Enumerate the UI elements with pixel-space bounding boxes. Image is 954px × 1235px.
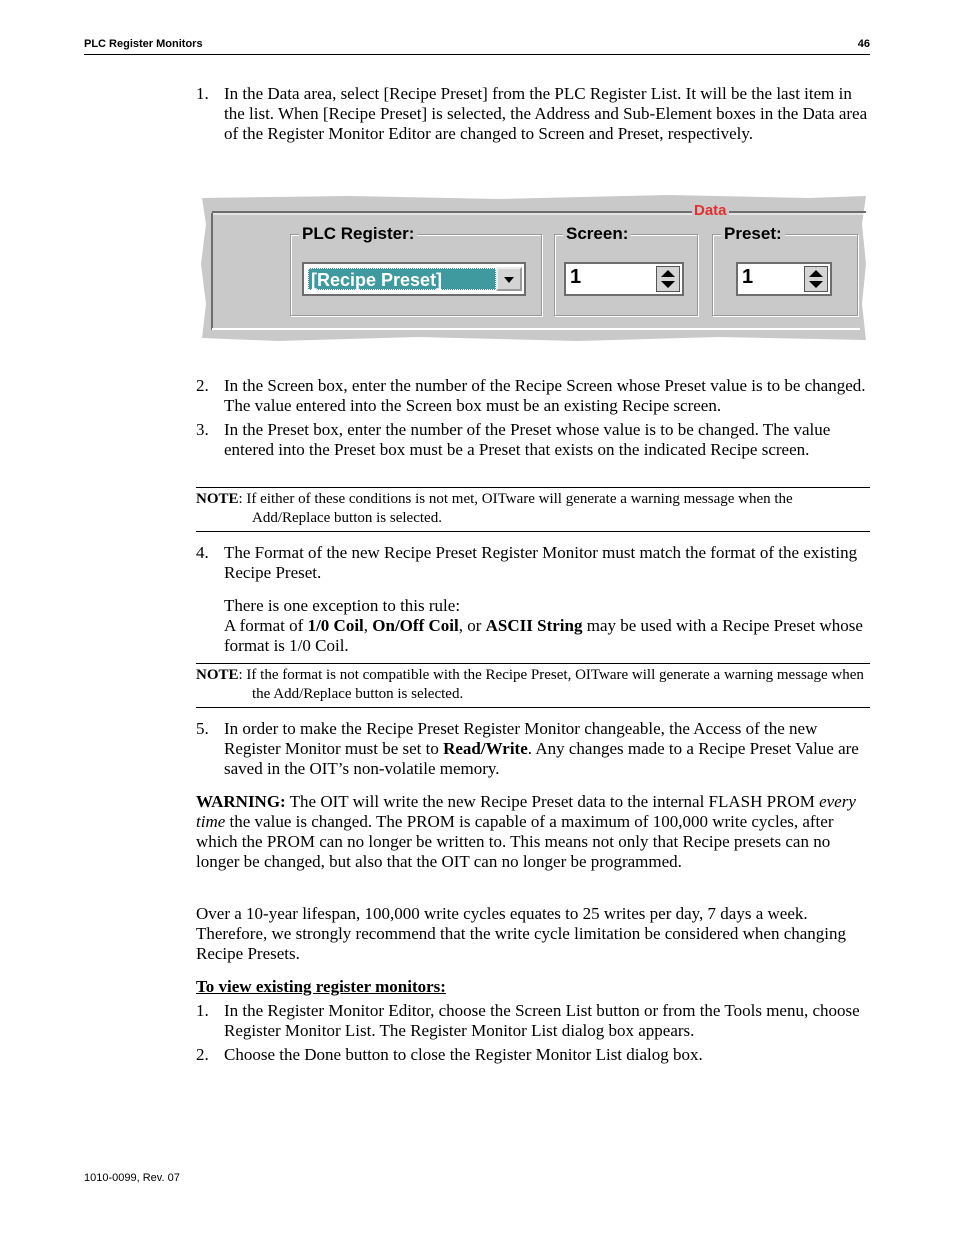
plc-register-dropdown[interactable] xyxy=(302,262,526,296)
header-title: PLC Register Monitors xyxy=(84,38,203,50)
page-footer: 1010-0099, Rev. 07 xyxy=(84,1172,180,1184)
item-text: The Format of the new Recipe Preset Register Monitor must match the format of the existing Recipe Preset. xyxy=(224,543,858,582)
text: the value is changed. The PROM is capable of a maximum of 100,000 write cycles, after which the PROM can no longer be written to. This means not only that Recipe presets can no longer be changed, but also that the OIT can no longer be programmed. xyxy=(196,812,834,871)
screen-spin-button[interactable] xyxy=(656,266,680,292)
item-text: In the Preset box, enter the number of the Preset whose value is to be changed. The value entered into the Preset box must be a Preset that exists on the indicated Recipe screen. xyxy=(224,420,831,459)
lifespan-paragraph: Over a 10-year lifespan, 100,000 write cycles equates to 25 writes per day, 7 days a week. Therefore, we strongly recommend that the write cycle limitation be considered when changing Recipe Presets. xyxy=(196,904,847,963)
item-number: 1. xyxy=(196,1001,209,1020)
item-text: In the Screen box, enter the number of the Recipe Screen whose Preset value is to be changed. The value entered into the Screen box must be an existing Recipe screen. xyxy=(224,376,866,415)
note-text: : If the format is not compatible with the Recipe Preset, OITware will generate a warning message when the Add/Replace button is selected. xyxy=(238,667,864,702)
format-name: 1/0 Coil xyxy=(307,616,364,635)
register-monitor-screenshot xyxy=(198,194,868,342)
plc-register-label: PLC Register: xyxy=(299,224,417,244)
screen-spinner[interactable] xyxy=(564,262,684,296)
emphasis: every time xyxy=(196,792,856,831)
warning-label: WARNING: xyxy=(196,792,286,811)
note-label: NOTE xyxy=(196,667,239,683)
text: , xyxy=(363,616,373,635)
item-number: 4. xyxy=(196,543,209,562)
plc-register-selected: [Recipe Preset] xyxy=(308,268,496,290)
note-text: : If either of these conditions is not met, OITware will generate a warning message when the Add/Replace button is selected. xyxy=(238,491,793,526)
note-label: NOTE xyxy=(196,491,239,507)
item-text xyxy=(224,719,870,779)
text: The OIT will write the new Recipe Preset data to the internal FLASH PROM xyxy=(285,792,820,811)
format-name: ASCII String xyxy=(485,616,583,635)
text: . Any changes made to a Recipe Preset Value are saved in the OIT’s non-volatile memory. xyxy=(224,739,859,778)
text: , or xyxy=(458,616,486,635)
chevron-down-icon xyxy=(498,269,520,289)
item-number: 2. xyxy=(196,376,209,395)
item-number: 1. xyxy=(196,84,209,103)
item-number: 5. xyxy=(196,719,209,738)
exception-intro: There is one exception to this rule: xyxy=(224,596,461,615)
screen-value: 1 xyxy=(570,266,582,288)
preset-value: 1 xyxy=(742,266,754,288)
format-name: On/Off Coil xyxy=(372,616,459,635)
preset-spinner[interactable] xyxy=(736,262,832,296)
warning-paragraph xyxy=(196,792,870,872)
data-group-label: Data xyxy=(694,202,727,219)
page-header xyxy=(84,38,870,55)
item-text: In the Data area, select [Recipe Preset] from the PLC Register List. It will be the last item in the list. When [Recipe Preset] is selected, the Address and Sub-Element boxes in the Data area of the Register Monitor Editor are changed to Screen and Preset, respectively. xyxy=(224,84,868,143)
exception-paragraph xyxy=(224,596,870,656)
text: In order to make the Recipe Preset Register Monitor changeable, the Access of the new Register Monitor must be set to xyxy=(224,719,818,758)
spin-arrows-icon xyxy=(805,267,827,291)
item-text: In the Register Monitor Editor, choose the Screen List button or from the Tools menu, choose Register Monitor List. The Register Monitor List dialog box appears. xyxy=(224,1001,860,1040)
access-value: Read/Write xyxy=(443,739,528,758)
screen-label: Screen: xyxy=(563,224,631,244)
preset-spin-button[interactable] xyxy=(804,266,828,292)
text: A format of xyxy=(224,616,308,635)
dropdown-button[interactable] xyxy=(496,267,522,291)
text: may be used with a Recipe Preset whose format is 1/0 Coil. xyxy=(224,616,863,655)
heading-text: To view existing register monitors: xyxy=(196,977,446,996)
preset-label: Preset: xyxy=(721,224,785,244)
spin-arrows-icon xyxy=(657,267,679,291)
section-heading xyxy=(196,977,870,997)
item-number: 2. xyxy=(196,1045,209,1064)
item-number: 3. xyxy=(196,420,209,439)
note-box xyxy=(196,663,870,708)
note-box xyxy=(196,487,870,532)
page-number: 46 xyxy=(857,38,870,50)
item-text: Choose the Done button to close the Register Monitor List dialog box. xyxy=(224,1045,703,1064)
